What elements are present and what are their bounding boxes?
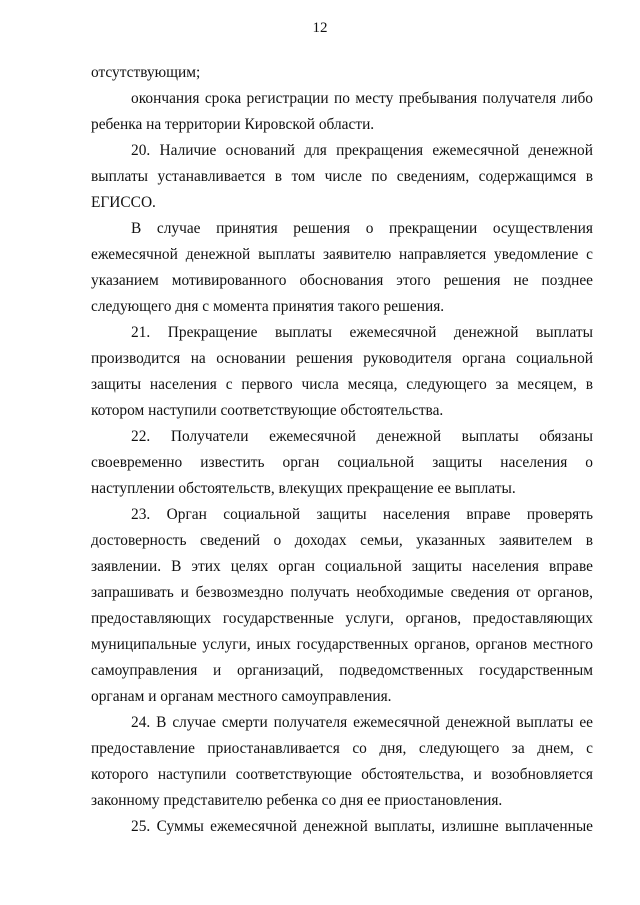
document-body xyxy=(91,60,593,840)
page-number: 12 xyxy=(312,20,328,36)
paragraph-decision-notice: В случае принятия решения о прекращении осуществления ежемесячной денежной выплаты заявителю направляется уведомление с указанием мотивированного обоснования этого решения не позднее следующего дня с момента принятия такого решения. xyxy=(91,220,593,315)
paragraph-20: 20. Наличие оснований для прекращения ежемесячной денежной выплаты устанавливается в том числе по сведениям, содержащимся в ЕГИССО. xyxy=(91,142,593,211)
paragraph-24: 24. В случае смерти получателя ежемесячной денежной выплаты ее предоставление приостанавливается со дня, следующего за днем, с которого наступили соответствующие обстоятельства, и возобновляется законному представителю ребенка со дня ее приостановления. xyxy=(91,714,593,809)
paragraph-continuation: отсутствующим; xyxy=(91,64,201,81)
paragraph-23: 23. Орган социальной защиты населения вправе проверять достоверность сведений о доходах семьи, указанных заявителем в заявлении. В этих целях орган социальной защиты населения вправе запрашивать и безвозмездно получать необходимые сведения от органов, предоставляющих государственные услуги, органов, предоставляющих муниципальные услуги, иных государственных органов, органов местного самоуправления и организаций, подведомственных государственным органам и органам местного самоуправления. xyxy=(91,506,593,705)
paragraph-21: 21. Прекращение выплаты ежемесячной денежной выплаты производится на основании решения руководителя органа социальной защиты населения с первого числа месяца, следующего за месяцем, в котором наступили соответствующие обстоятельства. xyxy=(91,324,593,419)
paragraph-22: 22. Получатели ежемесячной денежной выплаты обязаны своевременно известить орган социальной защиты населения о наступлении обстоятельств, влекущих прекращение ее выплаты. xyxy=(91,428,593,497)
paragraph-registration-end: окончания срока регистрации по месту пребывания получателя либо ребенка на территории Кировской области. xyxy=(91,90,593,133)
paragraph-25: 25. Суммы ежемесячной денежной выплаты, излишне выплаченные xyxy=(131,818,593,835)
